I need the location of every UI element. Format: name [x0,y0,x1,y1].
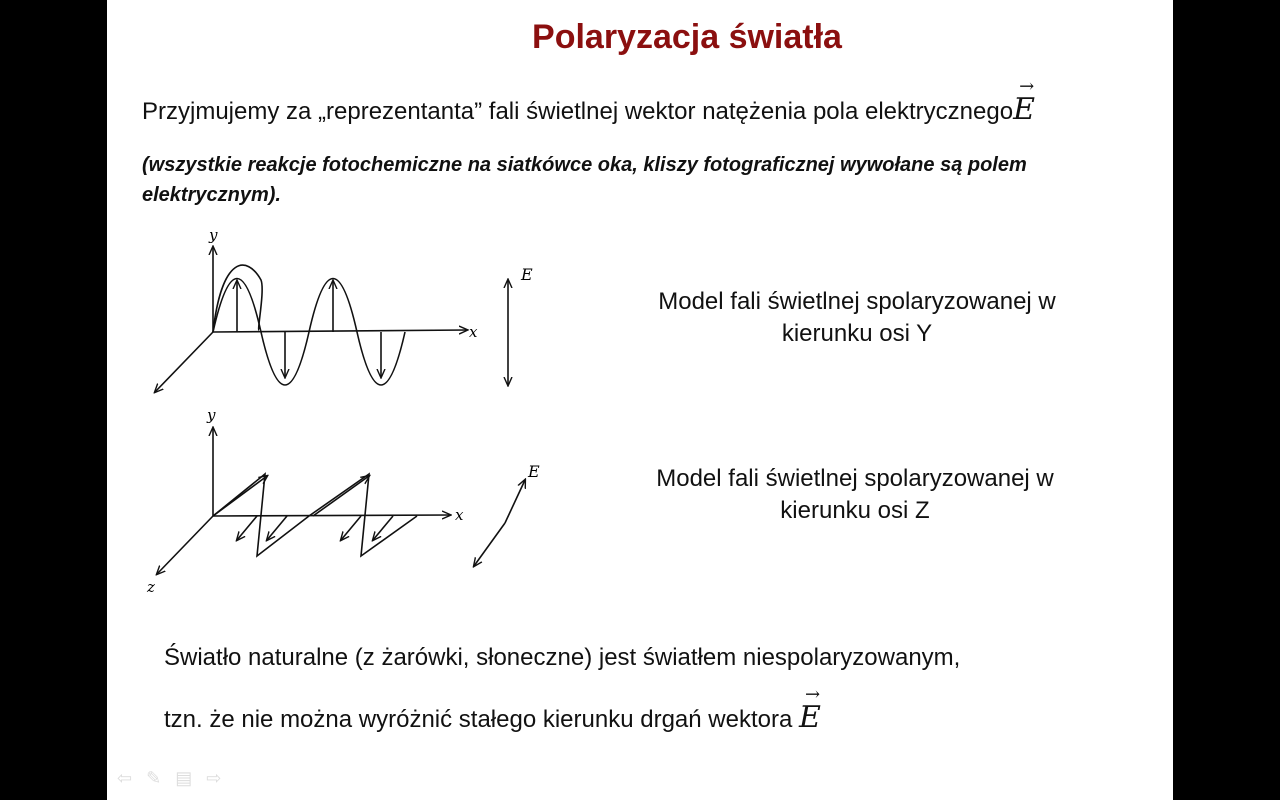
vector-e-letter: E [1013,92,1035,127]
field-arrow [341,516,361,540]
field-arrow [237,516,257,540]
x-label: x [469,323,478,341]
caption-y-polarization: Model fali świetlnej spolaryzowanej w kierunku osi Y [658,288,1056,347]
pen-icon[interactable]: ✎ [146,768,162,788]
z-label: z [147,578,155,596]
z-axis [155,332,213,392]
e-label: E [521,265,533,284]
z-polarized-wave-figure [157,428,525,574]
vector-e-letter: E [798,700,821,735]
direction-sentence: tzn. że nie można wyróżnić stałego kierunku drgań wektora [164,706,793,733]
y-label: y [209,226,218,244]
e-label: E [528,462,540,481]
x-axis [213,515,450,516]
slideshow-nav [117,768,221,789]
field-arrow [313,476,369,516]
z-axis [157,516,213,574]
arrow-left-icon[interactable]: ⇦ [117,768,133,788]
slide-title: Polaryzacja światła [532,18,842,56]
field-arrow [373,516,393,540]
field-arrow [213,476,267,516]
polarization-diagram [107,0,1173,800]
menu-icon[interactable]: ▤ [175,768,193,788]
vector-arrow-icon: → [1019,76,1035,97]
vector-arrow-icon: → [804,684,821,705]
x-axis [213,330,467,332]
vector-e-symbol [798,684,821,735]
x-label: x [455,506,464,524]
direction-text [164,684,821,735]
caption-z-polarization: Model fali świetlnej spolaryzowanej w kierunku osi Z [656,465,1054,524]
italic-note: (wszystkie reakcje fotochemiczne na siatkówce oka, kliszy fotograficznej wywołane są polem elektrycznym). [142,154,1027,206]
intro-sentence: Przyjmujemy za „reprezentanta” fali świetlnej wektor natężenia pola elektrycznego [142,98,1014,125]
slide [107,0,1173,800]
e-vector-up [505,480,525,523]
arrow-right-icon[interactable]: ⇨ [206,768,222,788]
y-polarized-wave-figure [155,247,508,392]
natural-light-text: Światło naturalne (z żarówki, słoneczne) jest światłem niespolaryzowanym, [164,644,961,671]
e-vector-down [474,523,505,566]
field-arrow [267,516,287,540]
y-label: y [207,406,216,424]
